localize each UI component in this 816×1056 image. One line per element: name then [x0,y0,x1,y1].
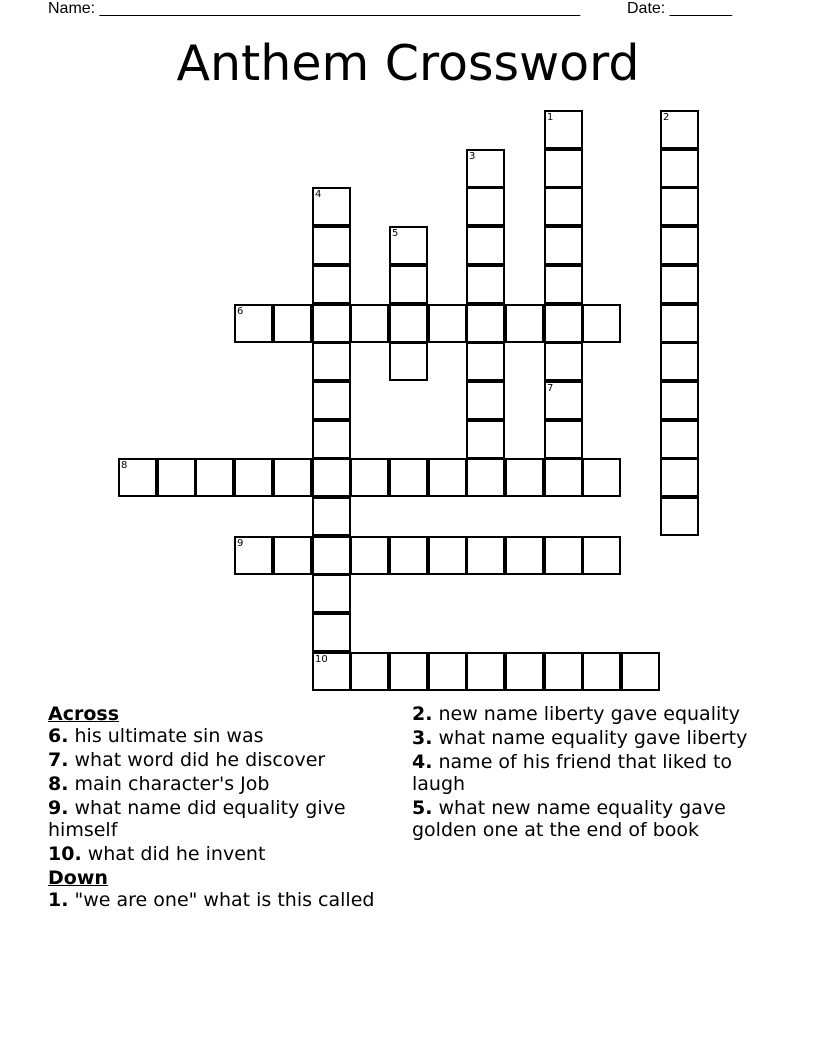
down-clue-2 [412,703,757,725]
grid-cell[interactable] [389,536,428,575]
clue-number: 1. [48,889,69,911]
grid-cell[interactable] [582,536,621,575]
clue-number: 8. [48,773,69,795]
grid-cell[interactable] [312,381,351,420]
clue-text: his ultimate sin was [74,725,264,747]
grid-cell[interactable] [660,458,699,497]
grid-cell[interactable] [312,226,351,265]
clue-number: 9. [48,797,69,819]
grid-cell[interactable] [660,110,699,149]
grid-cell[interactable] [660,226,699,265]
grid-cell[interactable] [428,304,467,343]
grid-cell[interactable] [312,497,351,536]
grid-cell[interactable] [544,110,583,149]
grid-cell[interactable] [466,226,505,265]
grid-cell[interactable] [312,187,351,226]
grid-cell[interactable] [582,304,621,343]
grid-cell[interactable] [660,497,699,536]
grid-cell[interactable] [273,304,312,343]
clue-text: what name did equality give himself [48,797,346,841]
cell-number: 8 [121,460,128,471]
grid-cell[interactable] [544,458,583,497]
grid-cell[interactable] [582,458,621,497]
across-clue-7 [48,749,393,771]
grid-cell[interactable] [544,381,583,420]
name-field-label: Name: ______________________________________________________ [48,0,581,17]
grid-cell[interactable] [544,342,583,381]
grid-cell[interactable] [157,458,196,497]
grid-cell[interactable] [582,652,621,691]
cell-number: 4 [315,189,322,200]
clue-text: what word did he discover [74,749,326,771]
across-clue-8 [48,773,393,795]
grid-cell[interactable] [389,226,428,265]
grid-cell[interactable] [466,420,505,459]
down-clue-1 [48,889,393,911]
grid-cell[interactable] [350,652,389,691]
grid-cell[interactable] [660,342,699,381]
grid-cell[interactable] [466,342,505,381]
clue-number: 5. [412,797,433,819]
grid-cell[interactable] [466,149,505,188]
cell-number: 6 [237,306,244,317]
grid-cell[interactable] [350,458,389,497]
across-clue-10 [48,843,393,865]
across-clue-9 [48,797,393,841]
clue-number: 6. [48,725,69,747]
grid-cell[interactable] [350,536,389,575]
clue-number: 4. [412,751,433,773]
grid-cell[interactable] [660,420,699,459]
grid-cell[interactable] [428,652,467,691]
cell-number: 10 [315,654,328,665]
grid-cell[interactable] [312,420,351,459]
date-field-label: Date: _______ [627,0,732,17]
clue-text: new name liberty gave equality [438,703,740,725]
grid-cell[interactable] [660,304,699,343]
grid-cell[interactable] [466,187,505,226]
grid-cell[interactable] [312,265,351,304]
down-clue-5 [412,797,757,841]
grid-cell[interactable] [466,652,505,691]
grid-cell[interactable] [389,652,428,691]
grid-cell[interactable] [505,304,544,343]
grid-cell[interactable] [312,458,351,497]
grid-cell[interactable] [660,381,699,420]
grid-cell[interactable] [234,458,273,497]
cell-number: 7 [547,383,554,394]
grid-cell[interactable] [466,304,505,343]
grid-cell[interactable] [273,458,312,497]
grid-cell[interactable] [544,304,583,343]
clue-text: main character's Job [74,773,270,795]
grid-cell[interactable] [428,536,467,575]
cell-number: 9 [237,538,244,549]
down-clue-3 [412,727,757,749]
down-heading: Down [48,867,108,889]
clues-column-right [412,703,757,843]
grid-cell[interactable] [312,342,351,381]
grid-cell[interactable] [312,613,351,652]
grid-cell[interactable] [505,458,544,497]
grid-cell[interactable] [544,265,583,304]
grid-cell[interactable] [544,226,583,265]
grid-cell[interactable] [234,304,273,343]
grid-cell[interactable] [544,536,583,575]
clue-text: name of his friend that liked to laugh [412,751,733,795]
grid-cell[interactable] [660,187,699,226]
clue-number: 10. [48,843,82,865]
grid-cell[interactable] [544,187,583,226]
grid-cell[interactable] [505,536,544,575]
grid-cell[interactable] [621,652,660,691]
cell-number: 2 [663,112,670,123]
across-heading: Across [48,703,120,725]
clue-text: "we are one" what is this called [74,889,375,911]
grid-cell[interactable] [312,304,351,343]
page-title: Anthem Crossword [176,35,640,92]
grid-cell[interactable] [389,458,428,497]
grid-cell[interactable] [660,265,699,304]
grid-cell[interactable] [544,420,583,459]
clue-text: what new name equality gave golden one at the end of book [412,797,726,841]
clue-number: 3. [412,727,433,749]
cell-number: 5 [392,228,399,239]
across-clue-6 [48,725,393,747]
grid-cell[interactable] [466,458,505,497]
cell-number: 1 [547,112,554,123]
grid-cell[interactable] [660,149,699,188]
grid-cell[interactable] [505,652,544,691]
clue-text: what name equality gave liberty [438,727,748,749]
grid-cell[interactable] [466,265,505,304]
clue-number: 7. [48,749,69,771]
down-clue-4 [412,751,757,795]
grid-cell[interactable] [312,574,351,613]
grid-cell[interactable] [466,381,505,420]
grid-cell[interactable] [544,652,583,691]
grid-cell[interactable] [350,304,389,343]
clues-column-left [48,703,393,913]
grid-cell[interactable] [118,458,157,497]
grid-cell[interactable] [389,265,428,304]
grid-cell[interactable] [234,536,273,575]
grid-cell[interactable] [195,458,234,497]
grid-cell[interactable] [312,536,351,575]
grid-cell[interactable] [312,652,351,691]
grid-cell[interactable] [466,536,505,575]
clue-text: what did he invent [87,843,266,865]
grid-cell[interactable] [544,149,583,188]
cell-number: 3 [469,151,476,162]
clue-number: 2. [412,703,433,725]
grid-cell[interactable] [389,304,428,343]
grid-cell[interactable] [273,536,312,575]
grid-cell[interactable] [428,458,467,497]
grid-cell[interactable] [389,342,428,381]
